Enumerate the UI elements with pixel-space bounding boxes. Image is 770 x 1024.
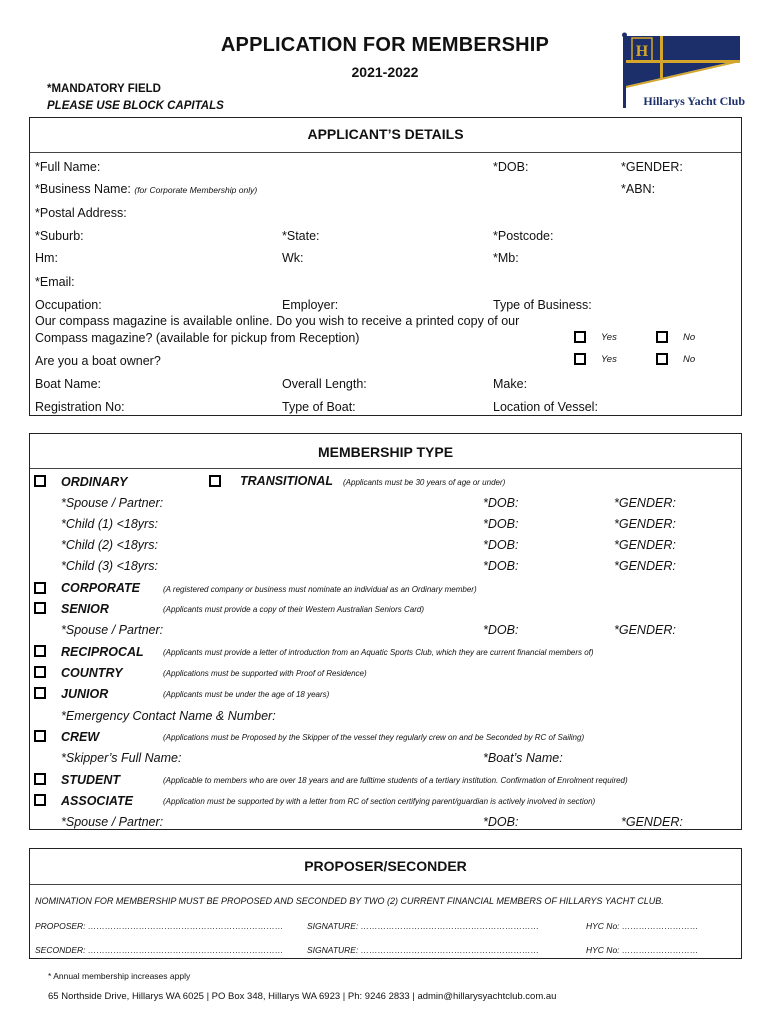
- business-name-note: (for Corporate Membership only): [134, 185, 258, 195]
- child2-field[interactable]: *Child (2) <18yrs:: [61, 538, 158, 552]
- membership-increase-note: * Annual membership increases apply: [48, 971, 191, 981]
- registration-field[interactable]: Registration No:: [35, 400, 125, 414]
- boat-name-field[interactable]: Boat Name:: [35, 377, 102, 391]
- membership-type-section: [29, 433, 742, 830]
- seconder-field[interactable]: SECONDER: ……………………………………………………………: [35, 945, 284, 955]
- student-note: (Applicable to members who are over 18 years and are fulltime students of a tertiary institution. Confirmation of Enrolment required): [163, 776, 628, 785]
- make-field[interactable]: Make:: [493, 377, 528, 391]
- child2-dob[interactable]: *DOB:: [483, 538, 519, 552]
- student-label: STUDENT: [61, 773, 121, 787]
- transitional-label: TRANSITIONAL: [240, 474, 334, 488]
- ordinary-spouse-gender[interactable]: *GENDER:: [614, 496, 676, 510]
- boat-type-field[interactable]: Type of Boat:: [282, 400, 356, 414]
- overall-length-field[interactable]: Overall Length:: [282, 377, 367, 391]
- block-capitals-note: PLEASE USE BLOCK CAPITALS: [47, 100, 224, 112]
- business-name-field[interactable]: [35, 182, 257, 196]
- boat-owner-yes-label: Yes: [601, 354, 617, 365]
- ordinary-spouse-dob[interactable]: *DOB:: [483, 496, 519, 510]
- seconder-hyc-field[interactable]: HYC No: ………………………: [586, 945, 699, 955]
- ordinary-spouse-field[interactable]: *Spouse / Partner:: [61, 496, 164, 510]
- membership-type-heading: MEMBERSHIP TYPE: [317, 444, 454, 460]
- compass-yes-label: Yes: [601, 332, 617, 343]
- email-field[interactable]: *Email:: [35, 275, 75, 289]
- state-field[interactable]: *State:: [282, 229, 320, 243]
- postal-address-field[interactable]: *Postal Address:: [35, 206, 127, 220]
- seconder-signature-field[interactable]: SIGNATURE: ………………………………………………………: [307, 945, 540, 955]
- junior-label: JUNIOR: [61, 687, 109, 701]
- postcode-field[interactable]: *Postcode:: [493, 229, 554, 243]
- corporate-checkbox[interactable]: [34, 582, 46, 594]
- senior-spouse-gender[interactable]: *GENDER:: [614, 623, 676, 637]
- crew-note: (Applications must be Proposed by the Skipper of the vessel they regularly crew on and be Seconded by RC of Sailing): [163, 733, 585, 742]
- proposer-field[interactable]: PROPOSER: ……………………………………………………………: [35, 921, 284, 931]
- country-note: (Applications must be supported with Proof of Residence): [163, 669, 367, 678]
- boat-owner-no-label: No: [683, 354, 696, 365]
- dob-field[interactable]: *DOB:: [493, 160, 529, 174]
- transitional-checkbox[interactable]: [209, 475, 221, 487]
- occupation-field[interactable]: Occupation:: [35, 298, 102, 312]
- child3-dob[interactable]: *DOB:: [483, 559, 519, 573]
- compass-no-label: No: [683, 332, 696, 343]
- abn-field[interactable]: *ABN:: [621, 182, 656, 196]
- proposer-seconder-section: [29, 848, 742, 959]
- ordinary-checkbox[interactable]: [34, 475, 46, 487]
- skipper-name-field[interactable]: *Skipper’s Full Name:: [61, 751, 182, 765]
- applicant-details-section: [29, 117, 742, 416]
- work-phone-field[interactable]: Wk:: [282, 251, 304, 265]
- associate-checkbox[interactable]: [34, 794, 46, 806]
- crew-label: CREW: [61, 730, 100, 744]
- boats-name-field[interactable]: *Boat’s Name:: [483, 751, 563, 765]
- associate-note: (Application must be supported by with a letter from RC of section certifying parent/guardian is actively involved in section): [163, 797, 596, 806]
- mandatory-note: *MANDATORY FIELD: [47, 83, 161, 95]
- proposer-signature-field[interactable]: SIGNATURE: ………………………………………………………: [307, 921, 540, 931]
- child3-field[interactable]: *Child (3) <18yrs:: [61, 559, 158, 573]
- gender-field[interactable]: *GENDER:: [621, 160, 683, 174]
- boat-owner-yes-checkbox[interactable]: [574, 353, 586, 365]
- ordinary-label: ORDINARY: [61, 475, 128, 489]
- proposer-hyc-field[interactable]: HYC No: ………………………: [586, 921, 699, 931]
- country-checkbox[interactable]: [34, 666, 46, 678]
- senior-checkbox[interactable]: [34, 602, 46, 614]
- associate-label: ASSOCIATE: [61, 794, 133, 808]
- corporate-note: (A registered company or business must nominate an individual as an Ordinary member): [163, 585, 477, 594]
- corporate-label: CORPORATE: [61, 581, 140, 595]
- compass-question-line1: Our compass magazine is available online. Do you wish to receive a printed copy of our: [35, 314, 520, 328]
- reciprocal-note: (Applicants must provide a letter of introduction from an Aquatic Sports Club, which they are current financial members of): [163, 648, 594, 657]
- junior-note: (Applicants must be under the age of 18 years): [163, 690, 330, 699]
- club-contact-address: 65 Northside Drive, Hillarys WA 6025 | PO Box 348, Hillarys WA 6923 | Ph: 9246 2833 | admin@hillarysyachtclub.com.au: [48, 991, 557, 1002]
- svg-text:H: H: [635, 43, 649, 60]
- senior-label: SENIOR: [61, 602, 109, 616]
- senior-spouse-dob[interactable]: *DOB:: [483, 623, 519, 637]
- boat-owner-question: Are you a boat owner?: [35, 354, 161, 368]
- proposer-seconder-heading: PROPOSER/SECONDER: [304, 858, 467, 874]
- suburb-field[interactable]: *Suburb:: [35, 229, 84, 243]
- boat-owner-no-checkbox[interactable]: [656, 353, 668, 365]
- child1-gender[interactable]: *GENDER:: [614, 517, 676, 531]
- club-name: Hillarys Yacht Club: [643, 94, 745, 108]
- reciprocal-label: RECIPROCAL: [61, 645, 144, 659]
- transitional-note: (Applicants must be 30 years of age or under): [343, 478, 506, 487]
- home-phone-field[interactable]: Hm:: [35, 251, 58, 265]
- child3-gender[interactable]: *GENDER:: [614, 559, 676, 573]
- year-label: 2021-2022: [351, 64, 419, 80]
- page-title: APPLICATION FOR MEMBERSHIP: [220, 34, 550, 56]
- full-name-field[interactable]: *Full Name:: [35, 160, 101, 174]
- reciprocal-checkbox[interactable]: [34, 645, 46, 657]
- associate-spouse-gender[interactable]: *GENDER:: [621, 815, 683, 829]
- child1-field[interactable]: *Child (1) <18yrs:: [61, 517, 158, 531]
- compass-no-checkbox[interactable]: [656, 331, 668, 343]
- employer-field[interactable]: Employer:: [282, 298, 339, 312]
- applicant-details-heading: APPLICANT’S DETAILS: [307, 126, 464, 142]
- associate-spouse-field[interactable]: *Spouse / Partner:: [61, 815, 164, 829]
- business-name-label: *Business Name:: [35, 182, 131, 196]
- crew-checkbox[interactable]: [34, 730, 46, 742]
- compass-yes-checkbox[interactable]: [574, 331, 586, 343]
- child2-gender[interactable]: *GENDER:: [614, 538, 676, 552]
- emergency-contact-field[interactable]: *Emergency Contact Name & Number:: [61, 709, 276, 723]
- senior-spouse-field[interactable]: *Spouse / Partner:: [61, 623, 164, 637]
- vessel-location-field[interactable]: Location of Vessel:: [493, 400, 598, 414]
- student-checkbox[interactable]: [34, 773, 46, 785]
- senior-note: (Applicants must provide a copy of their Western Australian Seniors Card): [163, 605, 425, 614]
- nomination-note: NOMINATION FOR MEMBERSHIP MUST BE PROPOSED AND SECONDED BY TWO (2) CURRENT FINANCIAL MEMBERS OF HILLARYS YACHT CLUB.: [35, 896, 664, 906]
- child1-dob[interactable]: *DOB:: [483, 517, 519, 531]
- business-type-field[interactable]: Type of Business:: [493, 298, 592, 312]
- junior-checkbox[interactable]: [34, 687, 46, 699]
- associate-spouse-dob[interactable]: *DOB:: [483, 815, 519, 829]
- country-label: COUNTRY: [61, 666, 123, 680]
- compass-question-line2: Compass magazine? (available for pickup from Reception): [35, 331, 360, 345]
- mobile-field[interactable]: *Mb:: [493, 251, 519, 265]
